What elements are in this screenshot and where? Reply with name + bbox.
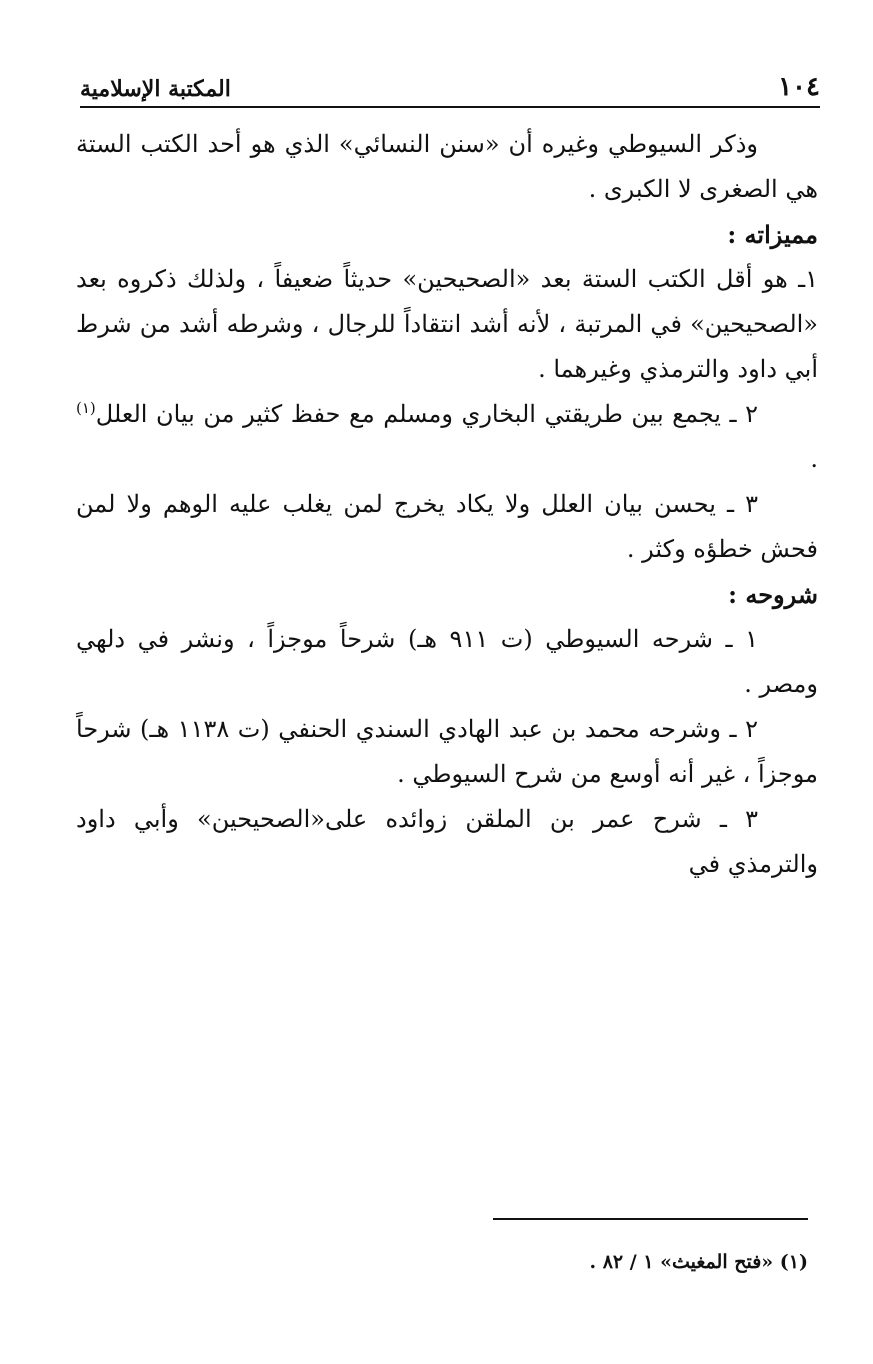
intro-paragraph: وذكر السيوطي وغيره أن «سنن النسائي» الذي هو أحد الكتب الستة هي الصغرى لا الكبرى .	[76, 130, 818, 203]
commentary-item-3: ٣ ـ شرح عمر بن الملقن زوائده على«الصحيحين» وأبي داود والترمذي في	[76, 805, 818, 878]
commentary-item-2: ٢ ـ وشرحه محمد بن عبد الهادي السندي الحنفي (ت ١١٣٨ هـ) شرحاً موجزاً ، غير أنه أوسع من شرح السيوطي .	[76, 715, 818, 788]
page-number: ١٠٤	[778, 72, 820, 102]
footnote-1: (١) «فتح المغيث» ١ / ٨٢ .	[589, 1251, 808, 1273]
feature-item-3: ٣ ـ يحسن بيان العلل ولا يكاد يخرج لمن يغلب عليه الوهم ولا لمن فحش خطؤه وكثر .	[76, 490, 818, 563]
commentaries-heading: شروحه :	[728, 580, 818, 609]
feature-item-1: ١ـ هو أقل الكتب الستة بعد «الصحيحين» حديثاً ضعيفاً ، ولذلك ذكروه بعد «الصحيحين» في المرتبة ، لأنه أشد انتقاداً للرجال ، وشرطه أشد من شرط أبي داود والترمذي وغيرهما .	[76, 265, 818, 383]
features-heading: مميزاته :	[727, 220, 818, 249]
book-title: المكتبة الإسلامية	[80, 76, 231, 102]
footnote-reference: (١)	[76, 399, 96, 417]
commentary-item-1: ١ ـ شرحه السيوطي (ت ٩١١ هـ) شرحاً موجزاً ، ونشر في دلهي ومصر .	[76, 625, 818, 698]
running-header	[80, 68, 820, 108]
feature-item-2-end: .	[810, 445, 818, 473]
feature-item-2-text: ٢ ـ يجمع بين طريقتي البخاري ومسلم مع حفظ كثير من بيان العلل	[95, 400, 758, 428]
footnote-divider	[493, 1218, 808, 1220]
main-text	[76, 122, 818, 887]
feature-item-2	[76, 392, 818, 482]
